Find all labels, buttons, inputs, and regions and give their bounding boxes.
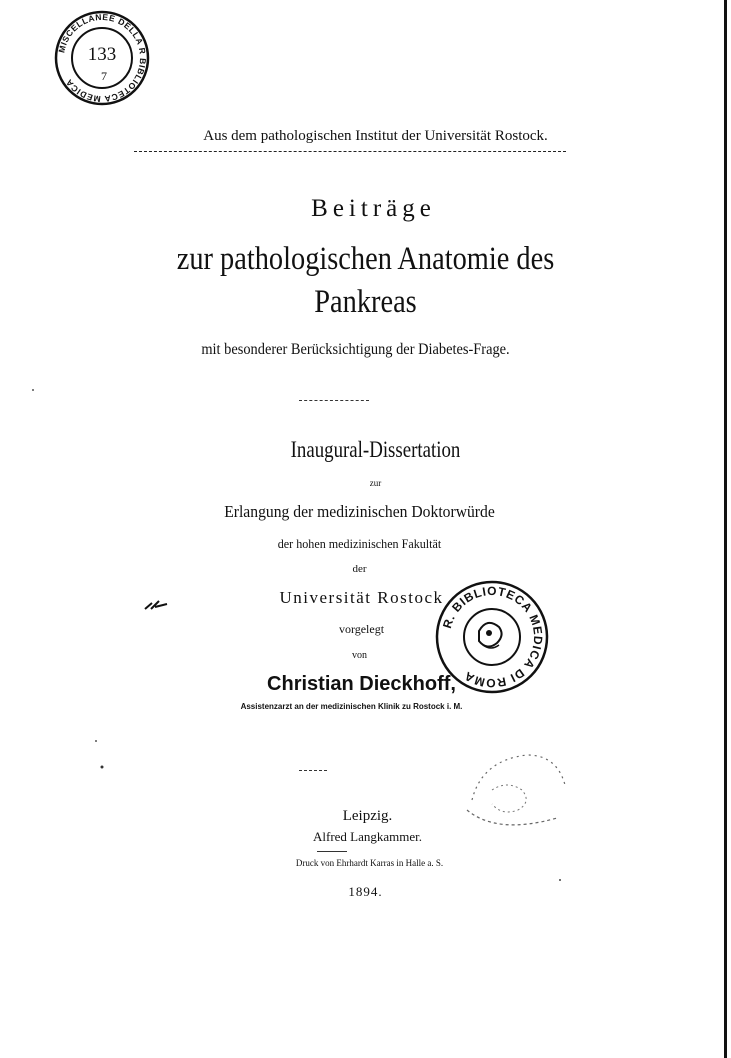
dissertation-faculty: der hohen medizinischen Fakultät [277,536,442,551]
university-name: Universität Rostock [279,588,444,607]
separator-rule-2 [299,770,327,771]
svg-text:7: 7 [101,69,107,83]
imprint-year: 1894. [348,884,383,899]
author-position: Assistenzarzt an der medizinischen Klinik zu Rostock i. M. [240,702,463,711]
imprint-publisher: Alfred Langkammer. [312,829,422,844]
title-line-1: Beiträge [311,195,436,222]
svg-text:MISCELLANEE DELLA R BIBLIOTECA: MISCELLANEE DELLA R BIBLIOTECA MEDICA [56,11,149,105]
imprint-printer: Druck von Ehrhardt Karras in Halle a. S. [295,858,444,868]
subtitle: mit besonderer Berücksichtigung der Diabetes-Frage. [201,341,510,358]
institute-line: Aus dem pathologischen Institut der Universität Rostock. [203,128,548,144]
title-line-3: Pankreas [314,284,417,320]
dissertation-zur: zur [369,478,382,488]
dissertation-der: der [352,563,367,575]
author-name: Christian Dieckhoff, [267,673,456,695]
by-label: von [352,650,367,661]
submitted-label: vorgelegt [338,622,385,636]
svg-text:R. BIBLIOTECA MEDICA DI ROMA: R. BIBLIOTECA MEDICA DI ROMA [439,583,546,691]
title-line-2: zur pathologischen Anatomie des [176,241,555,277]
separator-rule-3 [317,851,347,852]
separator-rule [299,400,369,401]
library-stamp-top [40,8,160,108]
dissertation-purpose: Erlangung der medizinischen Doktorwürde [224,502,495,521]
dissertation-heading: Inaugural-Dissertation [290,437,461,462]
svg-text:133: 133 [87,44,117,65]
imprint-city: Leipzig. [342,808,393,824]
pencil-mark [143,598,169,612]
header-rule [134,151,566,152]
